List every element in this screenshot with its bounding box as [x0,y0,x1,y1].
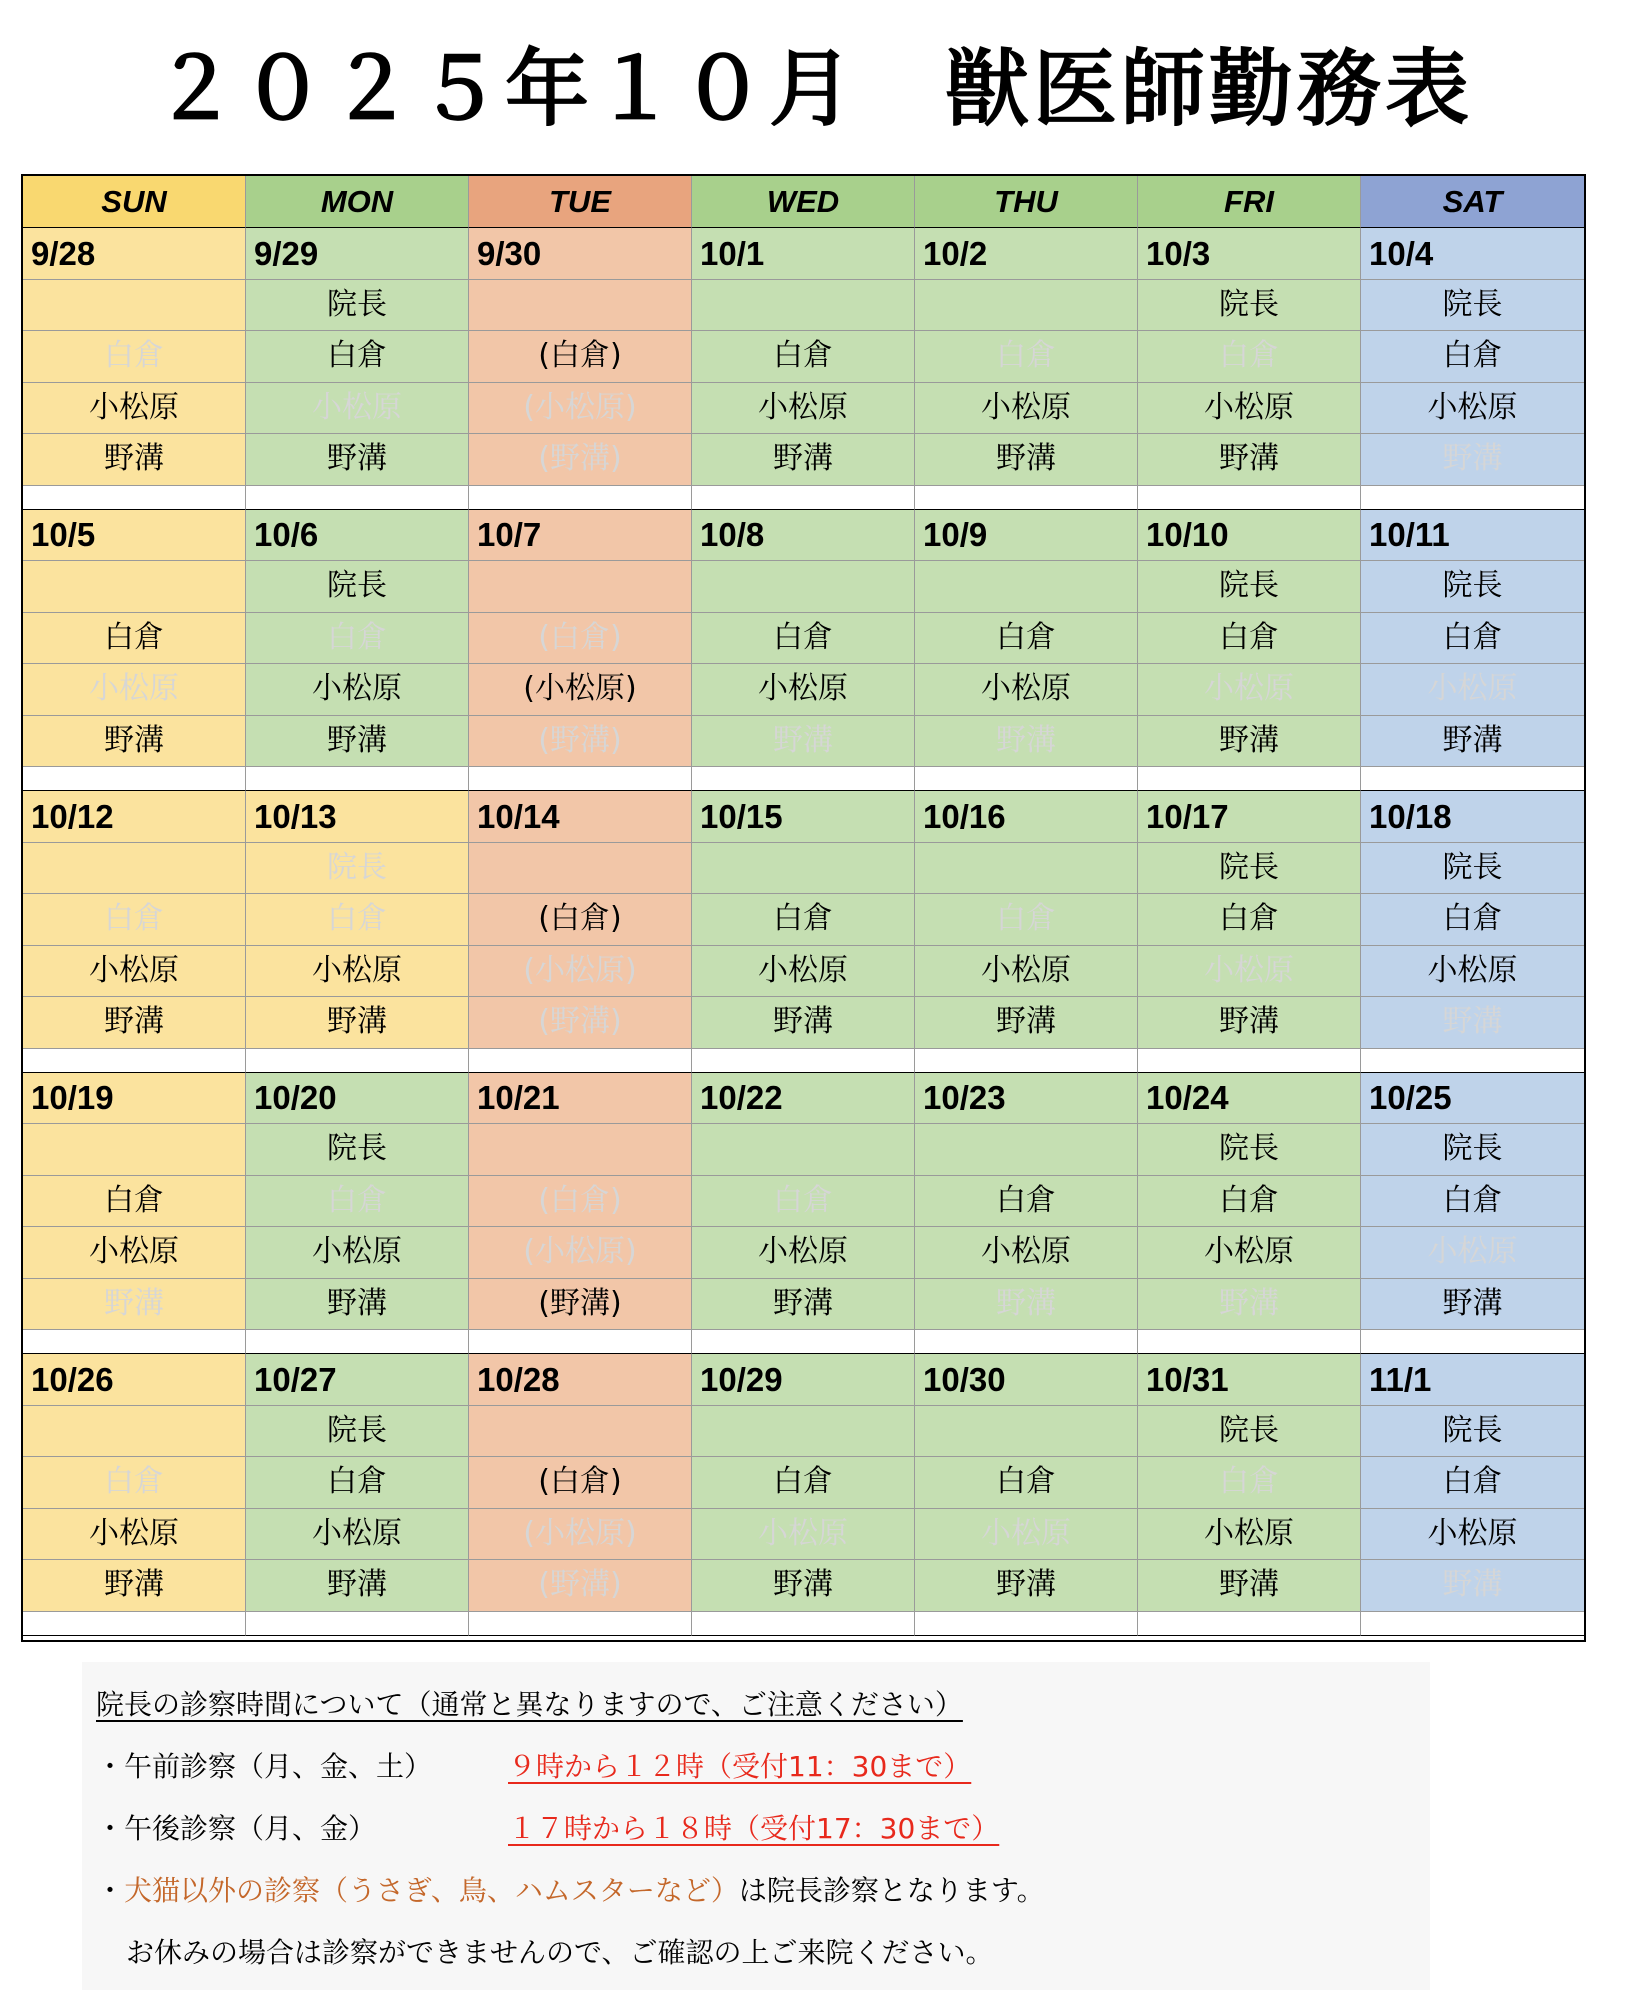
staff-cell: 院長 [246,561,469,613]
date-cell: 10/6 [246,510,469,562]
day-header-mon: MON [246,176,469,228]
date-cell: 10/8 [692,510,915,562]
week-spacer [1361,767,1584,791]
staff-cell: 院長 [246,1406,469,1458]
week-spacer [1361,1049,1584,1073]
staff-cell: 白倉 [915,1176,1138,1228]
empty-cell [23,1406,246,1458]
staff-cell: 小松原 [246,664,469,716]
staff-cell: 野溝 [692,1279,915,1331]
date-cell: 10/10 [1138,510,1361,562]
staff-cell: 野溝 [1138,1279,1361,1331]
week-spacer [23,486,246,510]
pm-label: ・午後診察（月、金） [96,1812,377,1845]
date-cell: 11/1 [1361,1354,1584,1406]
staff-cell: 白倉 [246,1457,469,1509]
staff-cell: 院長 [1138,1406,1361,1458]
staff-cell: 白倉 [1361,1176,1584,1228]
date-cell: 9/28 [23,228,246,280]
date-cell: 10/12 [23,791,246,843]
schedule-table [21,174,1586,1642]
day-header-thu: THU [915,176,1138,228]
date-cell: 10/18 [1361,791,1584,843]
staff-cell: (白倉) [469,331,692,383]
staff-cell: (野溝) [469,997,692,1049]
staff-cell: 白倉 [246,894,469,946]
staff-cell: 白倉 [1361,894,1584,946]
exotic-bullet: ・ [96,1874,125,1907]
date-cell: 10/26 [23,1354,246,1406]
date-cell: 10/4 [1361,228,1584,280]
am-time: ９時から１２時（受付11：30まで） [508,1750,972,1783]
date-cell: 10/30 [915,1354,1138,1406]
empty-cell [692,843,915,895]
notes-box [82,1662,1430,1990]
staff-cell: 白倉 [1138,1176,1361,1228]
date-cell: 10/31 [1138,1354,1361,1406]
staff-cell: 野溝 [692,997,915,1049]
staff-cell: 野溝 [23,997,246,1049]
staff-cell: 小松原 [23,664,246,716]
date-cell: 9/30 [469,228,692,280]
staff-cell: (白倉) [469,613,692,665]
week-spacer [246,767,469,791]
staff-cell: 小松原 [915,1227,1138,1279]
empty-cell [23,561,246,613]
staff-cell: 小松原 [692,664,915,716]
empty-cell [469,1124,692,1176]
week-spacer [1361,1612,1584,1636]
staff-cell: 院長 [1361,1406,1584,1458]
staff-cell: 野溝 [246,1279,469,1331]
date-cell: 10/13 [246,791,469,843]
staff-cell: 小松原 [1361,1227,1584,1279]
week-spacer [1138,486,1361,510]
staff-cell: (野溝) [469,1279,692,1331]
staff-cell: 野溝 [692,434,915,486]
staff-cell: 院長 [246,1124,469,1176]
staff-cell: 白倉 [915,613,1138,665]
staff-cell: 白倉 [1361,613,1584,665]
staff-cell: 院長 [246,280,469,332]
date-cell: 10/3 [1138,228,1361,280]
staff-cell: 野溝 [692,716,915,768]
staff-cell: 野溝 [1138,1560,1361,1612]
staff-cell: 小松原 [246,1509,469,1561]
week-spacer [1138,1612,1361,1636]
staff-cell: (小松原) [469,383,692,435]
week-spacer [1138,1049,1361,1073]
date-cell: 10/14 [469,791,692,843]
day-header-wed: WED [692,176,915,228]
staff-cell: 白倉 [692,894,915,946]
staff-cell: 院長 [1361,843,1584,895]
staff-cell: 野溝 [1361,997,1584,1049]
date-cell: 10/28 [469,1354,692,1406]
staff-cell: 野溝 [246,716,469,768]
staff-cell: 小松原 [246,946,469,998]
empty-cell [692,280,915,332]
page-title: ２０２５年１０月 獣医師勤務表 [152,40,1473,138]
staff-cell: 小松原 [1361,383,1584,435]
week-spacer [469,1049,692,1073]
staff-cell: 白倉 [23,894,246,946]
date-cell: 10/2 [915,228,1138,280]
staff-cell: 野溝 [246,1560,469,1612]
staff-cell: 小松原 [23,1509,246,1561]
date-cell: 10/21 [469,1073,692,1125]
week-spacer [23,1049,246,1073]
staff-cell: 院長 [1138,561,1361,613]
date-cell: 10/23 [915,1073,1138,1125]
staff-cell: (野溝) [469,716,692,768]
staff-cell: 白倉 [1138,613,1361,665]
staff-cell: 小松原 [23,383,246,435]
day-header-fri: FRI [1138,176,1361,228]
staff-cell: (小松原) [469,946,692,998]
empty-cell [915,1124,1138,1176]
staff-cell: 院長 [1138,1124,1361,1176]
empty-cell [469,561,692,613]
week-spacer [246,1049,469,1073]
date-cell: 10/1 [692,228,915,280]
week-spacer [469,767,692,791]
empty-cell [469,843,692,895]
staff-cell: (白倉) [469,1176,692,1228]
staff-cell: 野溝 [1361,1279,1584,1331]
date-cell: 10/19 [23,1073,246,1125]
week-spacer [1138,1330,1361,1354]
staff-cell: 野溝 [23,716,246,768]
staff-cell: 小松原 [1361,946,1584,998]
week-spacer [246,486,469,510]
staff-cell: 野溝 [915,997,1138,1049]
date-cell: 10/11 [1361,510,1584,562]
date-cell: 10/22 [692,1073,915,1125]
week-spacer [23,1330,246,1354]
staff-cell: 白倉 [23,1176,246,1228]
notes-exotic-line [96,1860,1416,1922]
week-spacer [915,1049,1138,1073]
staff-cell: 院長 [1138,280,1361,332]
week-spacer [246,1330,469,1354]
empty-cell [915,280,1138,332]
empty-cell [692,1406,915,1458]
empty-cell [915,1406,1138,1458]
staff-cell: 小松原 [246,1227,469,1279]
staff-cell: 野溝 [23,1279,246,1331]
staff-cell: 小松原 [692,946,915,998]
day-header-sat: SAT [1361,176,1584,228]
staff-cell: 院長 [246,843,469,895]
exotic-highlight: 犬猫以外の診察（うさぎ、鳥、ハムスターなど） [124,1874,739,1907]
staff-cell: 野溝 [1138,716,1361,768]
staff-cell: 野溝 [1138,997,1361,1049]
date-cell: 10/17 [1138,791,1361,843]
week-spacer [915,1330,1138,1354]
date-cell: 10/29 [692,1354,915,1406]
week-spacer [692,1612,915,1636]
staff-cell: 白倉 [1138,331,1361,383]
empty-cell [915,843,1138,895]
staff-cell: (白倉) [469,894,692,946]
date-cell: 10/25 [1361,1073,1584,1125]
date-cell: 10/27 [246,1354,469,1406]
empty-cell [692,1124,915,1176]
staff-cell: 野溝 [246,997,469,1049]
staff-cell: 小松原 [246,383,469,435]
staff-cell: 白倉 [692,613,915,665]
week-spacer [23,767,246,791]
staff-cell: 野溝 [246,434,469,486]
week-spacer [1138,767,1361,791]
week-spacer [692,767,915,791]
exotic-rest: は院長診察となります。 [738,1874,1045,1907]
day-header-sun: SUN [23,176,246,228]
staff-cell: 白倉 [246,1176,469,1228]
staff-cell: 小松原 [915,664,1138,716]
staff-cell: 小松原 [1138,946,1361,998]
staff-cell: 白倉 [915,1457,1138,1509]
date-cell: 10/16 [915,791,1138,843]
staff-cell: 院長 [1361,561,1584,613]
empty-cell [23,280,246,332]
staff-cell: 小松原 [1361,664,1584,716]
week-spacer [915,486,1138,510]
date-cell: 10/15 [692,791,915,843]
staff-cell: 小松原 [692,1509,915,1561]
week-spacer [1361,1330,1584,1354]
date-cell: 10/7 [469,510,692,562]
day-header-tue: TUE [469,176,692,228]
closed-note: お休みの場合は診察ができませんので、ご確認の上ご来院ください。 [126,1936,994,1969]
date-cell: 9/29 [246,228,469,280]
staff-cell: 小松原 [692,383,915,435]
week-spacer [915,1612,1138,1636]
staff-cell: 白倉 [246,331,469,383]
staff-cell: 小松原 [1138,383,1361,435]
staff-cell: 白倉 [23,1457,246,1509]
date-cell: 10/24 [1138,1073,1361,1125]
staff-cell: 白倉 [246,613,469,665]
week-spacer [469,486,692,510]
staff-cell: (小松原) [469,1509,692,1561]
date-cell: 10/9 [915,510,1138,562]
week-spacer [246,1612,469,1636]
staff-cell: 野溝 [23,1560,246,1612]
staff-cell: 野溝 [1361,716,1584,768]
date-cell: 10/5 [23,510,246,562]
date-cell: 10/20 [246,1073,469,1125]
staff-cell: 野溝 [1361,434,1584,486]
notes-heading [96,1674,1416,1736]
week-spacer [692,1049,915,1073]
staff-cell: 白倉 [1138,894,1361,946]
week-spacer [692,1330,915,1354]
staff-cell: 院長 [1138,843,1361,895]
staff-cell: 小松原 [1361,1509,1584,1561]
pm-time: １７時から１８時（受付17：30まで） [508,1812,1000,1845]
staff-cell: (野溝) [469,1560,692,1612]
staff-cell: 白倉 [692,1176,915,1228]
week-spacer [469,1330,692,1354]
staff-cell: (小松原) [469,1227,692,1279]
staff-cell: 野溝 [23,434,246,486]
staff-cell: 野溝 [692,1560,915,1612]
staff-cell: 院長 [1361,1124,1584,1176]
staff-cell: 白倉 [1138,1457,1361,1509]
empty-cell [23,1124,246,1176]
staff-cell: 小松原 [23,1227,246,1279]
staff-cell: 小松原 [1138,1227,1361,1279]
am-label: ・午前診察（月、金、土） [96,1750,433,1783]
staff-cell: 野溝 [915,1279,1138,1331]
empty-cell [692,561,915,613]
notes-closed-line [96,1922,1416,1984]
staff-cell: 野溝 [915,434,1138,486]
empty-cell [23,843,246,895]
week-spacer [1361,486,1584,510]
empty-cell [469,1406,692,1458]
notes-heading-text: 院長の診察時間について（通常と異なりますので、ご注意ください） [96,1688,963,1721]
staff-cell: 小松原 [1138,664,1361,716]
staff-cell: 小松原 [915,383,1138,435]
staff-cell: 小松原 [692,1227,915,1279]
notes-pm-line [96,1798,1416,1860]
staff-cell: 野溝 [915,1560,1138,1612]
staff-cell: 小松原 [915,1509,1138,1561]
staff-cell: 白倉 [692,331,915,383]
staff-cell: 白倉 [1361,1457,1584,1509]
staff-cell: 野溝 [1138,434,1361,486]
staff-cell: 白倉 [915,331,1138,383]
staff-cell: 野溝 [1361,1560,1584,1612]
week-spacer [469,1612,692,1636]
staff-cell: 白倉 [915,894,1138,946]
staff-cell: 白倉 [23,331,246,383]
staff-cell: 小松原 [23,946,246,998]
week-spacer [915,767,1138,791]
empty-cell [915,561,1138,613]
staff-cell: 院長 [1361,280,1584,332]
staff-cell: (白倉) [469,1457,692,1509]
week-spacer [692,486,915,510]
staff-cell: 白倉 [23,613,246,665]
week-spacer [23,1612,246,1636]
staff-cell: (野溝) [469,434,692,486]
staff-cell: 小松原 [1138,1509,1361,1561]
staff-cell: 小松原 [915,946,1138,998]
staff-cell: 野溝 [915,716,1138,768]
staff-cell: 白倉 [1361,331,1584,383]
staff-cell: 白倉 [692,1457,915,1509]
staff-cell: (小松原) [469,664,692,716]
notes-am-line [96,1736,1416,1798]
empty-cell [469,280,692,332]
